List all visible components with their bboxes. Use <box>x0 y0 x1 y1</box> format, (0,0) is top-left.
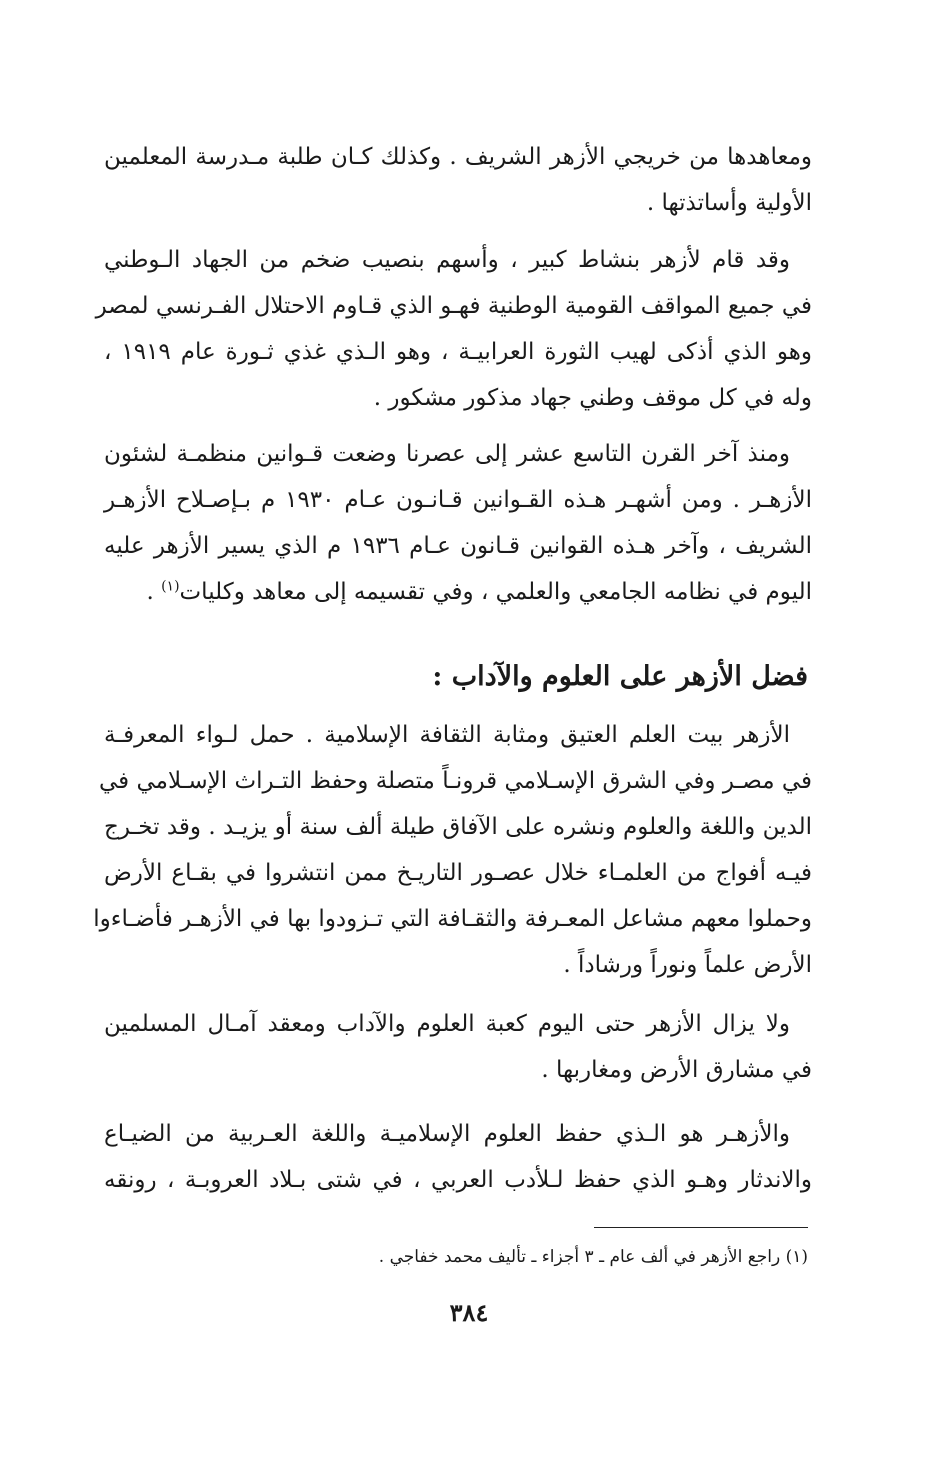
text-line: والاندثار وهـو الذي حفظ لـلأدب العربي ، في شتى بـلاد العروبـة ، رونقه <box>104 1167 812 1193</box>
text-line: الأرض علماً ونوراً ورشاداً . <box>563 952 812 978</box>
text-line: ولا يزال الأزهر حتى اليوم كعبة العلوم والآداب ومعقد آمـال المسلمين <box>104 1011 790 1037</box>
text-line <box>104 569 812 615</box>
text-line: وحملوا معهم مشاعل المعـرفة والثقـافة التي تـزودوا بها في الأزهـر فأضـاءوا <box>93 906 812 932</box>
paragraph-3 <box>104 431 812 615</box>
footnote: (١) راجع الأزهر في ألف عام ـ ٣ أجزاء ـ تأليف محمد خفاجي . <box>378 1247 808 1267</box>
footnote-separator <box>594 1227 808 1228</box>
text-line: ومنذ آخر القرن التاسع عشر إلى عصرنا وضعت قـوانين منظمـة لشئون <box>104 441 790 467</box>
footnote-reference[interactable]: (١) <box>161 578 180 595</box>
text-line: والأزهـر هو الـذي حفظ العلوم الإسلاميـة واللغة العـربية من الضيـاع <box>104 1121 790 1147</box>
text-line-content: اليوم في نظامه الجامعي والعلمي ، وفي تقسيمه إلى معاهد وكليات <box>179 579 812 605</box>
text-line: وهو الذي أذكى لهيب الثورة العرابيـة ، وهو الـذي غذي ثـورة عام ١٩١٩ ، <box>104 339 812 365</box>
paragraph-5 <box>104 1001 812 1093</box>
section-heading: فضل الأزهر على العلوم والآداب : <box>432 661 808 692</box>
text-line: الأولية وأساتذتها . <box>646 190 812 216</box>
text-line: الأزهر بيت العلم العتيق ومثابة الثقافة الإسلامية . حمل لـواء المعرفـة <box>104 722 790 748</box>
text-line: الشريف ، وآخر هـذه القوانين قـانون عـام ١٩٣٦ م الذي يسير الأزهر عليه <box>104 533 812 559</box>
paragraph-2 <box>95 237 812 421</box>
text-line: في مصـر وفي الشرق الإسـلامي قرونـاً متصلة وحفظ التـراث الإسـلامي في <box>98 768 812 794</box>
text-line: في مشارق الأرض ومغاربها . <box>541 1057 812 1083</box>
page-number: ٣٨٤ <box>449 1298 489 1327</box>
paragraph-1 <box>104 134 812 226</box>
text-line: فيـه أفواج من العلمـاء خلال عصـور التاريـخ ممن انتشروا في بقـاع الأرض <box>104 860 812 886</box>
text-line: ومعاهدها من خريجي الأزهر الشريف . وكذلك كـان طلبة مـدرسة المعلمين <box>104 144 812 170</box>
paragraph-6 <box>104 1111 812 1203</box>
paragraph-4 <box>93 712 812 988</box>
text-line-end: . <box>146 579 162 605</box>
text-line: الدين واللغة والعلوم ونشره على الآفاق طيلة ألف سنة أو يزيـد . وقد تخـرج <box>104 814 812 840</box>
text-line: الأزهـر . ومن أشهـر هـذه القـوانين قـانـون عـام ١٩٣٠ م بـإصـلاح الأزهـر <box>104 487 812 513</box>
text-line: وقد قام لأزهر بنشاط كبير ، وأسهم بنصيب ضخم من الجهاد الـوطني <box>104 247 790 273</box>
text-line: وله في كل موقف وطني جهاد مذكور مشكور . <box>373 385 812 411</box>
text-line: في جميع المواقف القومية الوطنية فهـو الذي قـاوم الاحتلال الفـرنسي لمصر <box>95 293 812 319</box>
